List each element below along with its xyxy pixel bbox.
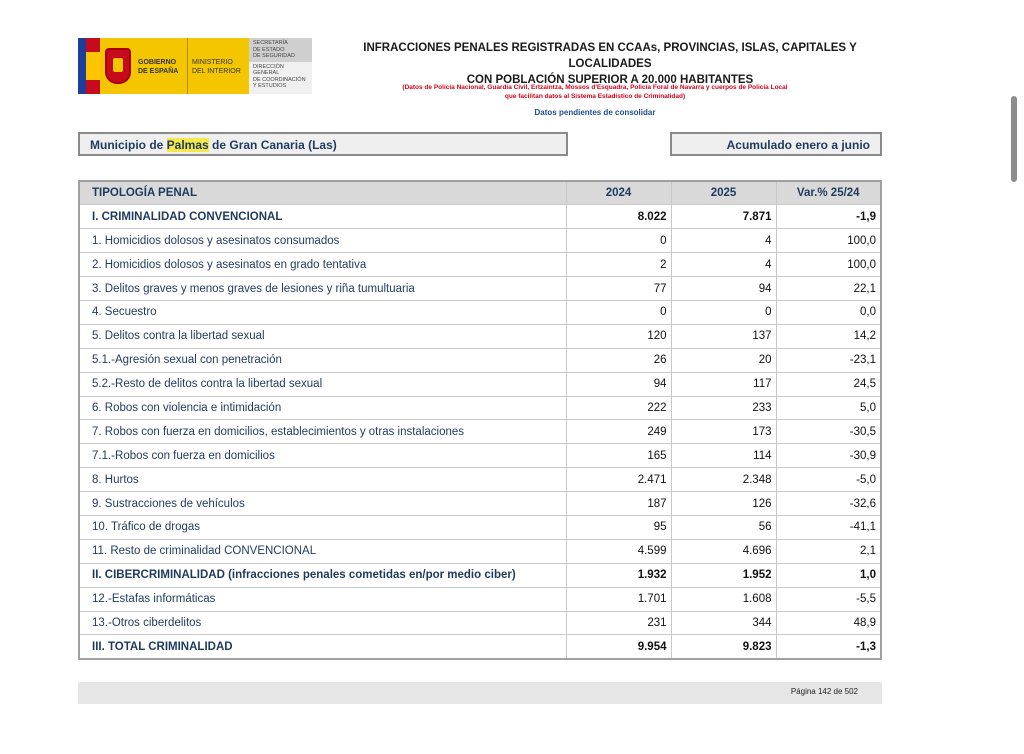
cell-2024: 77: [566, 277, 671, 301]
cell-2024: 94: [566, 372, 671, 396]
cell-variation: 48,9: [776, 611, 881, 635]
logo-gobierno-text: GOBIERNO DE ESPAÑA: [136, 38, 187, 94]
cell-2024: 0: [566, 229, 671, 253]
row-label: 11. Resto de criminalidad CONVENCIONAL: [79, 539, 566, 563]
municipality-highlight: Palmas: [166, 138, 209, 152]
pending-note: Datos pendientes de consolidar: [534, 108, 656, 117]
row-label: 7. Robos con fuerza en domicilios, establecimientos y otras instalaciones: [79, 420, 566, 444]
cell-variation: 100,0: [776, 253, 881, 277]
cell-2025: 9.823: [671, 635, 776, 659]
cell-2025: 344: [671, 611, 776, 635]
cell-variation: -30,5: [776, 420, 881, 444]
cell-variation: 1,0: [776, 563, 881, 587]
table-row: [79, 468, 881, 492]
municipality-suffix: de Gran Canaria (Las): [208, 138, 337, 152]
cell-variation: -30,9: [776, 444, 881, 468]
cell-2024: 0: [566, 300, 671, 324]
data-source-note: [350, 83, 840, 101]
cell-2025: 233: [671, 396, 776, 420]
row-label: 3. Delitos graves y menos graves de lesiones y riña tumultuaria: [79, 277, 566, 301]
logo-ministerio-text: MINISTERIO DEL INTERIOR: [187, 38, 249, 94]
cell-2025: 2.348: [671, 468, 776, 492]
table-row: [79, 515, 881, 539]
table-body: [79, 205, 881, 659]
source-line-2: que facilitan datos al Sistema Estadístico de Criminalidad): [504, 93, 686, 100]
cell-2025: 114: [671, 444, 776, 468]
title-line-1: INFRACCIONES PENALES REGISTRADAS EN CCAAs, PROVINCIAS, ISLAS, CAPITALES Y LOCALIDADES: [363, 42, 857, 70]
cell-2024: 120: [566, 324, 671, 348]
cell-variation: 22,1: [776, 277, 881, 301]
table-row: [79, 348, 881, 372]
table-row: [79, 420, 881, 444]
row-label: III. TOTAL CRIMINALIDAD: [79, 635, 566, 659]
logo-secretaria-block: [249, 38, 312, 94]
cell-2025: 4: [671, 253, 776, 277]
cell-2025: 20: [671, 348, 776, 372]
cell-2024: 26: [566, 348, 671, 372]
cell-variation: 14,2: [776, 324, 881, 348]
row-label: I. CRIMINALIDAD CONVENCIONAL: [79, 205, 566, 229]
header-2024: 2024: [566, 181, 671, 205]
table-row: [79, 253, 881, 277]
cell-2025: 7.871: [671, 205, 776, 229]
document-title: [340, 40, 880, 88]
cell-2024: 165: [566, 444, 671, 468]
cell-variation: -41,1: [776, 515, 881, 539]
cell-variation: -5,0: [776, 468, 881, 492]
table-row: [79, 205, 881, 229]
cell-variation: 24,5: [776, 372, 881, 396]
cell-2025: 126: [671, 492, 776, 516]
cell-2024: 2: [566, 253, 671, 277]
municipality-box: [78, 132, 568, 156]
header-tipologia: TIPOLOGÍA PENAL: [79, 181, 566, 205]
cell-variation: 5,0: [776, 396, 881, 420]
cell-2025: 173: [671, 420, 776, 444]
crime-table: [78, 180, 882, 660]
table-row: [79, 611, 881, 635]
row-label: 4. Secuestro: [79, 300, 566, 324]
cell-2025: 4.696: [671, 539, 776, 563]
row-label: 9. Sustracciones de vehículos: [79, 492, 566, 516]
cell-variation: 100,0: [776, 229, 881, 253]
table-row: [79, 587, 881, 611]
page-footer: [78, 682, 882, 704]
cell-variation: -1,3: [776, 635, 881, 659]
table-row: [79, 300, 881, 324]
cell-2025: 1.608: [671, 587, 776, 611]
cell-2024: 9.954: [566, 635, 671, 659]
header-2025: 2025: [671, 181, 776, 205]
source-line-1: (Datos de Policía Nacional, Guardia Civil, Ertzaintza, Mossos d'Esquadra, Policía Foral de Navarra y cuerpos de Policía Local: [402, 84, 788, 91]
table-header-row: [79, 181, 881, 205]
table-row: [79, 539, 881, 563]
row-label: 1. Homicidios dolosos y asesinatos consumados: [79, 229, 566, 253]
row-label: 8. Hurtos: [79, 468, 566, 492]
cell-variation: -1,9: [776, 205, 881, 229]
cell-2024: 231: [566, 611, 671, 635]
scrollbar-thumb[interactable]: [1011, 96, 1017, 182]
logo-secretaria-text: SECRETARÍA DE ESTADO DE SEGURIDAD: [249, 38, 312, 62]
cell-2024: 1.932: [566, 563, 671, 587]
gobierno-logo: [78, 38, 330, 94]
cell-2025: 137: [671, 324, 776, 348]
table-row: [79, 635, 881, 659]
cell-2024: 222: [566, 396, 671, 420]
row-label: II. CIBERCRIMINALIDAD (infracciones penales cometidas en/por medio ciber): [79, 563, 566, 587]
row-label: 13.-Otros ciberdelitos: [79, 611, 566, 635]
row-label: 5.2.-Resto de delitos contra la libertad sexual: [79, 372, 566, 396]
cell-variation: 0,0: [776, 300, 881, 324]
cell-2024: 249: [566, 420, 671, 444]
cell-variation: -32,6: [776, 492, 881, 516]
cell-2024: 187: [566, 492, 671, 516]
municipality-prefix: Municipio de: [90, 138, 167, 152]
title-line-2: CON POBLACIÓN SUPERIOR A 20.000 HABITANTES: [466, 74, 754, 86]
cell-2025: 0: [671, 300, 776, 324]
cell-2025: 4: [671, 229, 776, 253]
cell-variation: 2,1: [776, 539, 881, 563]
cell-2025: 1.952: [671, 563, 776, 587]
cell-2025: 117: [671, 372, 776, 396]
cell-2024: 2.471: [566, 468, 671, 492]
row-label: 5. Delitos contra la libertad sexual: [79, 324, 566, 348]
cell-2025: 94: [671, 277, 776, 301]
table-row: [79, 396, 881, 420]
cell-2024: 95: [566, 515, 671, 539]
row-label: 5.1.-Agresión sexual con penetración: [79, 348, 566, 372]
table-row: [79, 229, 881, 253]
row-label: 12.-Estafas informáticas: [79, 587, 566, 611]
logo-direccion-text: DIRECCIÓN GENERAL DE COORDINACIÓN Y ESTUDIOS: [253, 63, 306, 89]
header-variation: Var.% 25/24: [776, 181, 881, 205]
page-number: Página 142 de 502: [790, 687, 858, 696]
cell-2024: 4.599: [566, 539, 671, 563]
cell-2024: 8.022: [566, 205, 671, 229]
table-row: [79, 563, 881, 587]
row-label: 10. Tráfico de drogas: [79, 515, 566, 539]
cell-variation: -5,5: [776, 587, 881, 611]
table-row: [79, 372, 881, 396]
row-label: 2. Homicidios dolosos y asesinatos en grado tentativa: [79, 253, 566, 277]
cell-2025: 56: [671, 515, 776, 539]
table-row: [79, 324, 881, 348]
period-box: Acumulado enero a junio: [670, 132, 882, 156]
table-row: [79, 492, 881, 516]
eu-spain-flag-icon: [78, 38, 100, 94]
cell-2024: 1.701: [566, 587, 671, 611]
row-label: 6. Robos con violencia e intimidación: [79, 396, 566, 420]
table-row: [79, 277, 881, 301]
row-label: 7.1.-Robos con fuerza en domicilios: [79, 444, 566, 468]
cell-variation: -23,1: [776, 348, 881, 372]
table-row: [79, 444, 881, 468]
coat-of-arms-icon: [100, 38, 136, 94]
